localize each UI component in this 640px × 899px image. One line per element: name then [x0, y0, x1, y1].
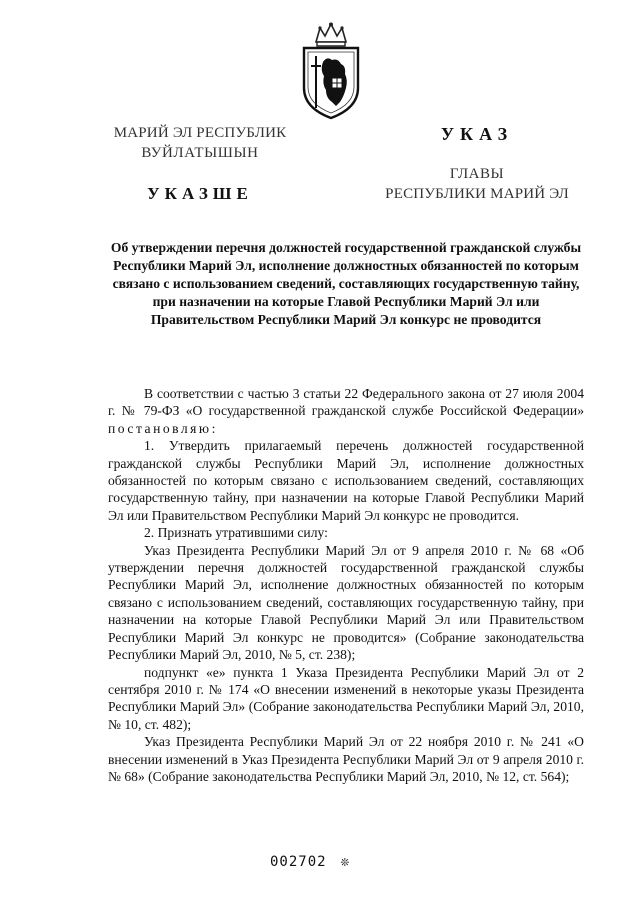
document-serial: [270, 854, 390, 870]
preamble-spaced-word: постановляю:: [108, 420, 218, 436]
decree-title: Об утверждении перечня должностей государственной гражданской службы Республики Марий Эл, исполнение должностных обязанностей по которым связано с использованием сведений, составляющих государственную тайну, при назначении на которые Главой Республики Марий Эл или Правительством Республики Марий Эл конкурс не проводится: [110, 240, 582, 327]
paragraph-item-2: 2. Признать утратившими силу:: [144, 525, 328, 541]
paragraph-preamble: [108, 385, 584, 437]
serial-number: 002702: [270, 854, 327, 870]
paragraph-repealed-decree-1: Указ Президента Республики Марий Эл от 9 апреля 2010 г. № 68 «Об утверждении перечня должностей государственной гражданской службы Республики Марий Эл, исполнение должностных обязанностей по которым связано с использованием сведений, составляющих государственную тайну, при назначении на которые Главой Республики Марий Эл или Правительством Республики Марий Эл конкурс не проводится» (Собрание законодательства Республики Марий Эл, 2010, № 5, ст. 238);: [108, 542, 584, 663]
header-right-line-2: ГЛАВЫ: [449, 166, 505, 182]
header-left-title: УКАЗШЕ: [147, 184, 253, 203]
asterisk-mark: ❊: [340, 854, 351, 870]
header-right-title: УКАЗ: [440, 124, 514, 144]
header-right-line-3: РЕСПУБЛИКИ МАРИЙ ЭЛ: [385, 186, 569, 202]
preamble-text: В соответствии с частью 3 статьи 22 Федерального закона от 27 июля 2004 г. № 79-ФЗ «О государственной гражданской службе Российской Федерации»: [108, 386, 584, 419]
header-left-line-1: МАРИЙ ЭЛ РЕСПУБЛИК: [113, 125, 287, 141]
paragraph-repealed-subclause: подпункт «е» пункта 1 Указа Президента Республики Марий Эл от 2 сентября 2010 г. № 174 «О внесении изменений в некоторые указы Президента Республики Марий Эл» (Собрание законодательства Республики Марий Эл, 2010, № 10, ст. 482);: [108, 664, 584, 732]
header-left-line-2: ВУЙЛАТЫШЫН: [141, 145, 259, 161]
header-left-block: [100, 124, 300, 204]
paragraph-repealed-decree-2: Указ Президента Республики Марий Эл от 22 ноября 2010 г. № 241 «О внесении изменений в Указ Президента Республики Марий Эл от 9 апреля 2010 г. № 68» (Собрание законодательства Республики Марий Эл, 2010, № 12, ст. 564);: [108, 734, 584, 784]
header-right-block: [362, 124, 592, 203]
coat-of-arms-icon: [296, 22, 366, 120]
decree-body: [108, 385, 584, 785]
paragraph-item-1: 1. Утвердить прилагаемый перечень должностей государственной гражданской службы Республики Марий Эл, исполнение должностных обязанностей по которым связано с использованием сведений, составляющих государственную тайну, при назначении на которые Главой Республики Марий Эл или Правительством Республики Марий Эл конкурс не проводится.: [108, 438, 584, 523]
